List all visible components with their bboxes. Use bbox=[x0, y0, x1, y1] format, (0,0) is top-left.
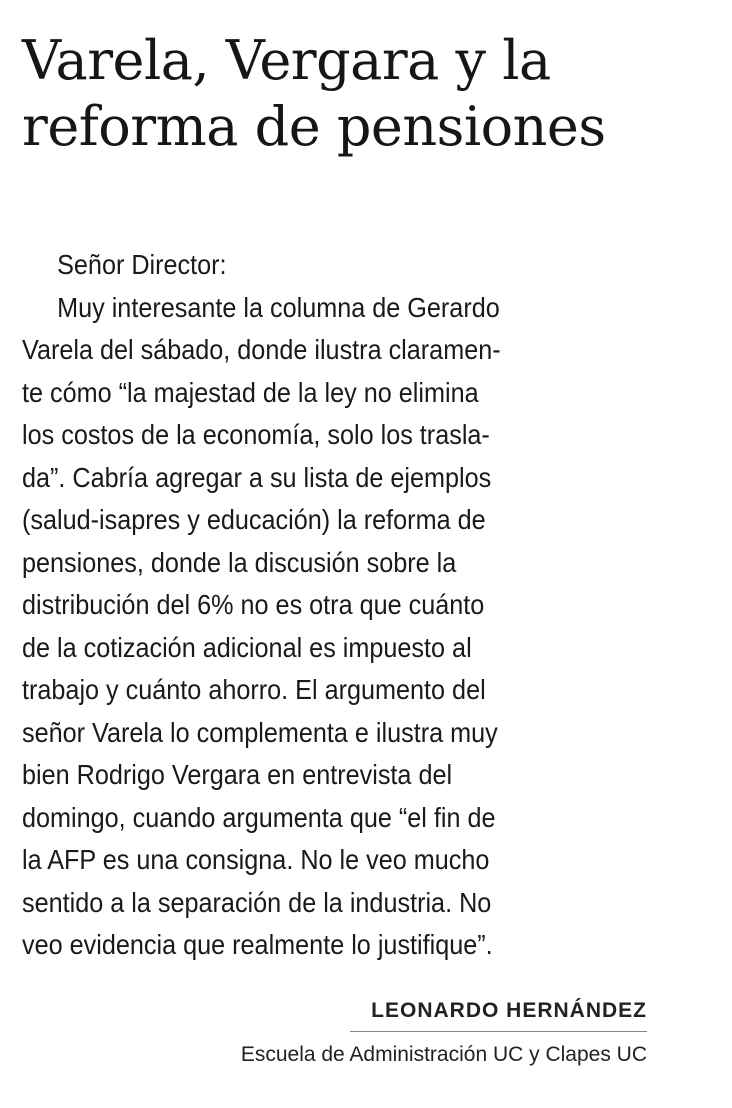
signature-divider bbox=[350, 1031, 647, 1032]
body-line: Varela del sábado, donde ilustra claramen- bbox=[22, 334, 501, 365]
body-line: trabajo y cuánto ahorro. El argumento del bbox=[22, 674, 486, 705]
body-line: distribución del 6% no es otra que cuánto bbox=[22, 589, 485, 620]
body-line: la AFP es una consigna. No le veo mucho bbox=[22, 844, 490, 875]
headline-line: Varela, Vergara y la bbox=[22, 29, 551, 92]
headline bbox=[22, 28, 722, 160]
body-line: veo evidencia que realmente lo justifique”. bbox=[22, 929, 493, 960]
letter-body bbox=[22, 244, 722, 967]
body-line: da”. Cabría agregar a su lista de ejemplos bbox=[22, 461, 492, 493]
body-line: de la cotización adicional es impuesto al bbox=[22, 631, 472, 663]
body-line: (salud-isapres y educación) la reforma de bbox=[22, 504, 486, 535]
body-line: señor Varela lo complementa e ilustra muy bbox=[22, 716, 498, 748]
headline-line: reforma de pensiones bbox=[22, 95, 606, 158]
body-line: domingo, cuando argumenta que “el fin de bbox=[22, 801, 496, 833]
body-line: te cómo “la majestad de la ley no elimina bbox=[22, 376, 479, 408]
body-line: sentido a la separación de la industria. No bbox=[22, 886, 492, 918]
body-line: bien Rodrigo Vergara en entrevista del bbox=[22, 759, 453, 790]
body-line: los costos de la economía, solo los trasla- bbox=[22, 419, 490, 450]
body-line: pensiones, donde la discusión sobre la bbox=[22, 546, 457, 578]
author-name: LEONARDO HERNÁNDEZ bbox=[371, 999, 647, 1022]
salutation: Señor Director: bbox=[57, 249, 227, 280]
author-affiliation: Escuela de Administración UC y Clapes UC bbox=[240, 1043, 647, 1066]
body-line: Muy interesante la columna de Gerardo bbox=[57, 291, 500, 323]
